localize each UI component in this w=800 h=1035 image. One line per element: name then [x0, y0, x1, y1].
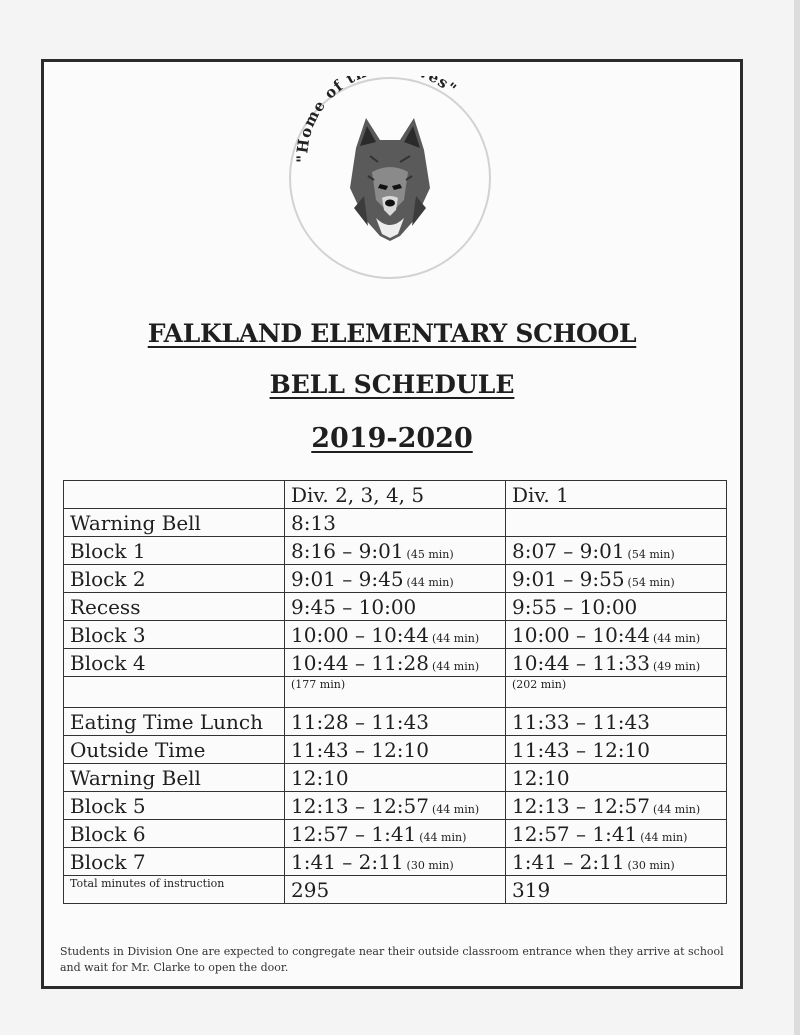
div-1-time	[506, 848, 727, 876]
row-label: Block 7	[64, 848, 285, 876]
time-range: 12:10	[291, 765, 349, 790]
total-label: Total minutes of instruction	[64, 876, 285, 904]
row-label: Outside Time	[64, 736, 285, 764]
duration: (44 min)	[432, 659, 480, 673]
school-year: 2019-2020	[311, 423, 473, 454]
div-1-time	[506, 708, 727, 736]
div-1-time	[506, 565, 727, 593]
table-row	[64, 621, 727, 649]
div-2-5-time	[285, 537, 506, 565]
page-edge	[794, 0, 800, 1035]
row-label: Warning Bell	[64, 509, 285, 537]
div-2-5-subtotal: (177 min)	[285, 677, 506, 708]
schedule-document	[41, 59, 743, 989]
duration: (54 min)	[627, 575, 675, 589]
duration: (49 min)	[653, 659, 701, 673]
row-label: Warning Bell	[64, 764, 285, 792]
table-row	[64, 820, 727, 848]
div-2-5-time	[285, 792, 506, 820]
table-row	[64, 649, 727, 677]
div-2-5-time	[285, 736, 506, 764]
time-range: 8:13	[291, 510, 336, 535]
row-label: Block 1	[64, 537, 285, 565]
row-label: Block 2	[64, 565, 285, 593]
time-range: 10:00 – 10:44	[512, 622, 650, 647]
time-range: 12:10	[512, 765, 570, 790]
row-label: Block 6	[64, 820, 285, 848]
header-cell-empty	[64, 481, 285, 509]
table-row	[64, 593, 727, 621]
div-2-5-time	[285, 621, 506, 649]
time-range: 10:44 – 11:33	[512, 650, 650, 675]
school-logo	[288, 76, 492, 280]
div-1-subtotal: (202 min)	[506, 677, 727, 708]
div-1-total: 319	[506, 876, 727, 904]
time-range: 10:44 – 11:28	[291, 650, 429, 675]
time-range: 9:01 – 9:55	[512, 566, 625, 591]
duration: (44 min)	[432, 802, 480, 816]
time-range: 9:45 – 10:00	[291, 594, 417, 619]
duration: (44 min)	[419, 830, 467, 844]
time-range: 12:13 – 12:57	[291, 793, 429, 818]
duration: (44 min)	[653, 631, 701, 645]
table-row	[64, 565, 727, 593]
row-label: Eating Time Lunch	[64, 708, 285, 736]
div-1-time	[506, 509, 727, 537]
row-label: Block 3	[64, 621, 285, 649]
duration: (30 min)	[627, 858, 675, 872]
header-cell-div-1: Div. 1	[506, 481, 727, 509]
table-row	[64, 537, 727, 565]
subtotal-row	[64, 677, 727, 708]
table-row	[64, 708, 727, 736]
duration: (44 min)	[640, 830, 688, 844]
duration: (44 min)	[406, 575, 454, 589]
page-title: BELL SCHEDULE	[269, 370, 515, 399]
table-row	[64, 509, 727, 537]
total-row	[64, 876, 727, 904]
table-header-row	[64, 481, 727, 509]
duration: (45 min)	[406, 547, 454, 561]
time-range: 11:28 – 11:43	[291, 709, 429, 734]
time-range: 12:57 – 1:41	[512, 821, 638, 846]
time-range: 8:07 – 9:01	[512, 538, 625, 563]
div-2-5-time	[285, 708, 506, 736]
div-2-5-time	[285, 764, 506, 792]
logo-motto: "Home of t es"	[293, 76, 461, 163]
table-row	[64, 736, 727, 764]
div-1-time	[506, 537, 727, 565]
div-1-time	[506, 736, 727, 764]
div-1-time	[506, 593, 727, 621]
table-row	[64, 848, 727, 876]
time-range: 11:43 – 12:10	[512, 737, 650, 762]
duration: (44 min)	[432, 631, 480, 645]
division-one-note: Students in Division One are expected to congregate near their outside classroom entrance when they arrive at school and wait for Mr. Clarke to open the door.	[60, 945, 724, 974]
div-2-5-total: 295	[285, 876, 506, 904]
duration: (30 min)	[406, 858, 454, 872]
wolf-logo	[288, 76, 492, 280]
time-range: 1:41 – 2:11	[512, 849, 625, 874]
div-2-5-time	[285, 848, 506, 876]
div-2-5-time	[285, 593, 506, 621]
row-label	[64, 677, 285, 708]
header-cell-div-2-5: Div. 2, 3, 4, 5	[285, 481, 506, 509]
div-1-time	[506, 820, 727, 848]
div-2-5-time	[285, 820, 506, 848]
div-1-time	[506, 621, 727, 649]
time-range: 9:55 – 10:00	[512, 594, 638, 619]
time-range: 10:00 – 10:44	[291, 622, 429, 647]
div-1-time	[506, 792, 727, 820]
duration: (44 min)	[653, 802, 701, 816]
time-range: 8:16 – 9:01	[291, 538, 404, 563]
bell-schedule-table	[63, 480, 727, 904]
table-row	[64, 792, 727, 820]
time-range: 9:01 – 9:45	[291, 566, 404, 591]
school-name: FALKLAND ELEMENTARY SCHOOL	[147, 319, 637, 348]
div-1-time	[506, 764, 727, 792]
row-label: Block 5	[64, 792, 285, 820]
time-range: 12:13 – 12:57	[512, 793, 650, 818]
time-range: 1:41 – 2:11	[291, 849, 404, 874]
time-range: 11:33 – 11:43	[512, 709, 650, 734]
div-2-5-time	[285, 649, 506, 677]
duration: (54 min)	[627, 547, 675, 561]
table-row	[64, 764, 727, 792]
div-2-5-time	[285, 565, 506, 593]
time-range: 11:43 – 12:10	[291, 737, 429, 762]
row-label: Block 4	[64, 649, 285, 677]
div-2-5-time	[285, 509, 506, 537]
div-1-time	[506, 649, 727, 677]
row-label: Recess	[64, 593, 285, 621]
time-range: 12:57 – 1:41	[291, 821, 417, 846]
